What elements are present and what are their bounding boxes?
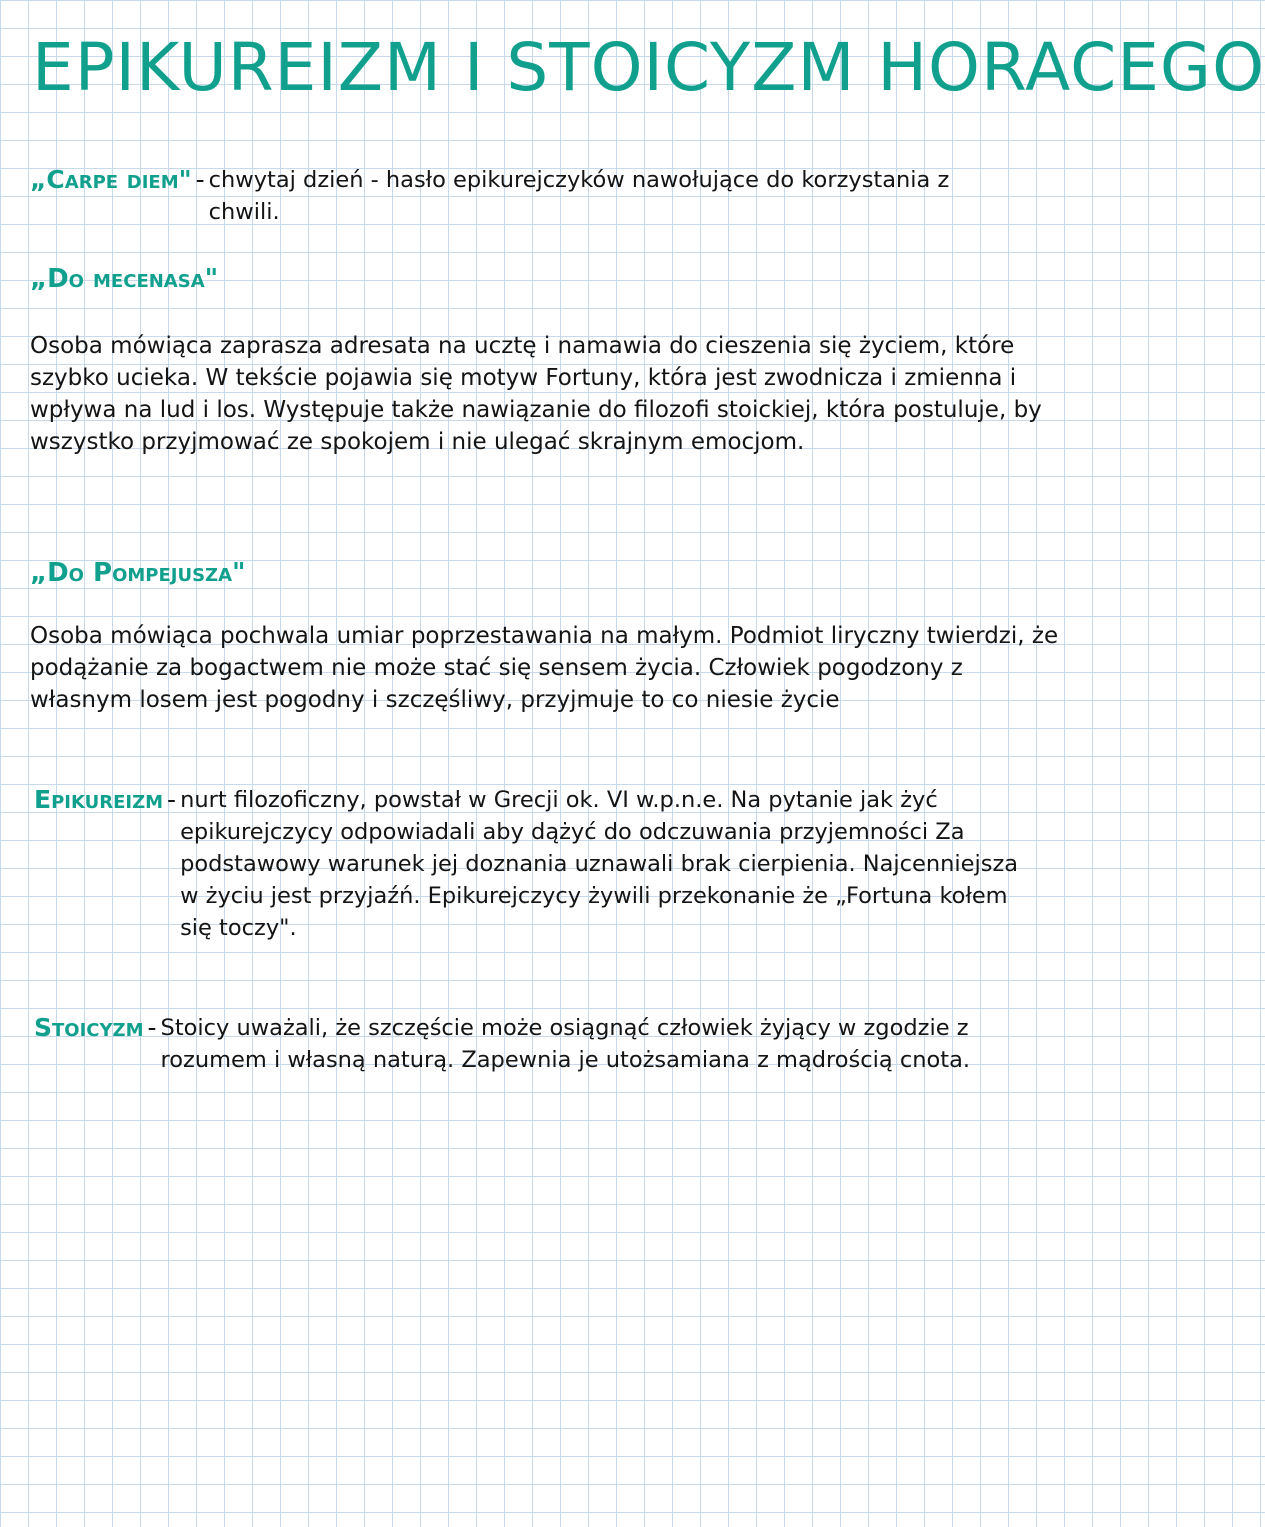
carpe-diem-term: „Carpe diem" (30, 165, 192, 194)
stoicyzm-dash: - (147, 1013, 157, 1042)
carpe-diem-dash: - (195, 165, 205, 194)
do-pompejusza-text: Osoba mówiąca pochwala umiar poprzestawania na małym. Podmiot liryczny twierdzi, że podążanie za bogactwem nie może stać się sensem życia. Człowiek pogodzony z własnym losem jest pogodny i szczęśliwy, przyjmuje to co niesie życie (30, 623, 1059, 713)
epikureizm-term: Epikureizm (34, 785, 164, 814)
stoicyzm-text: Stoicy uważali, że szczęście może osiągnąć człowiek żyjący w zgodzie z rozumem i własną naturą. Zapewnia je utożsamiana z mądrością cnota. (160, 1015, 971, 1073)
do-pompejusza-heading: „Do Pompejusza" (30, 558, 246, 588)
epikureizm-definition (34, 784, 1064, 944)
carpe-diem-definition (30, 164, 1060, 228)
epikureizm-dash: - (167, 785, 177, 814)
do-mecenasa-text: Osoba mówiąca zaprasza adresata na ucztę i namawia do cieszenia się życiem, które szybko ucieka. W tekście pojawia się motyw Fortuny, która jest zwodnicza i zmienna i wpływa na lud i los. Występuje także nawiązanie do filozofi stoickiej, która postuluje, by wszystko przyjmować ze spokojem i nie ulegać skrajnym emocjom. (30, 333, 1042, 455)
stoicyzm-definition (34, 1012, 1064, 1076)
page-title: EPIKUREIZM I STOICYZM HORACEGO (32, 29, 1265, 106)
epikureizm-text: nurt filozoficzny, powstał w Grecji ok. VI w.p.n.e. Na pytanie jak żyć epikurejczycy odpowiadali aby dążyć do odczuwania przyjemności Za podstawowy warunek jej doznania uznawali brak cierpienia. Najcenniejsza w życiu jest przyjaźń. Epikurejczycy żywili przekonanie że „Fortuna kołem się toczy". (180, 787, 1019, 941)
stoicyzm-term: Stoicyzm (34, 1013, 144, 1042)
carpe-diem-text: chwytaj dzień - hasło epikurejczyków nawołujące do korzystania z chwili. (208, 167, 950, 225)
do-mecenasa-heading: „Do mecenasa" (30, 264, 219, 294)
